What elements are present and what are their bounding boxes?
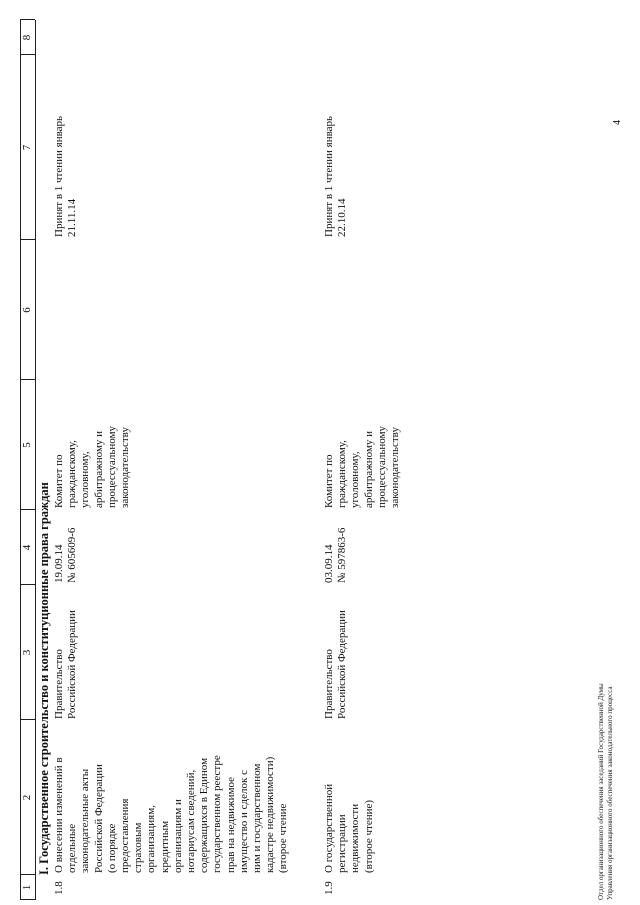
bill-status: Принят в 1 чтении январь 21.11.14	[53, 115, 79, 237]
section-title: I. Государственное строительство и конституционные права граждан	[37, 482, 51, 875]
bill-registration: 19.09.14 № 605609-6	[53, 527, 79, 583]
header-bottom-border	[35, 20, 36, 900]
bill-title: О внесении изменений в отдельные законодательные акты Российской Федерации (о порядке предоставления страховым организациям, кредитным организациям и нотариусам сведений, содержащихся в Едином государственном реестре прав на недвижимое имущество и сделок с ним и государственном кадастре недвижимости) (второе чтение	[53, 755, 290, 873]
header-col-2: 2	[21, 794, 33, 801]
header-col-6: 6	[21, 307, 33, 313]
header-col-8: 8	[21, 34, 33, 41]
bill-status: Принят в 1 чтении январь 22.10.14	[323, 115, 349, 237]
bill-author: Правительство Российской Федерации	[53, 610, 79, 719]
responsible-committee: Комитет по гражданскому, уголовному, арбитражному и процессуальному законодательству	[53, 425, 132, 508]
row-number: 1.8	[53, 881, 65, 895]
bill-registration: 03.09.14 № 597863-6	[323, 527, 349, 583]
header-col-4: 4	[21, 544, 33, 551]
page-number: 4	[612, 120, 623, 125]
bill-title: О государственной регистрации недвижимости (второе чтение)	[323, 783, 375, 873]
header-col-7: 7	[21, 144, 33, 151]
bill-author: Правительство Российской Федерации	[323, 610, 349, 719]
row-number: 1.9	[323, 881, 335, 895]
header-col-5: 5	[21, 442, 33, 448]
responsible-committee: Комитет по гражданскому, уголовному, арбитражному и процессуальному законодательству	[323, 425, 402, 508]
header-col-1: 1	[21, 884, 33, 891]
header-col-3: 3	[21, 649, 33, 656]
footer-department: Отдел организационного обеспечения заседаний Государственной Думы Управления организационного обеспечения законодательного процесса	[597, 683, 614, 900]
